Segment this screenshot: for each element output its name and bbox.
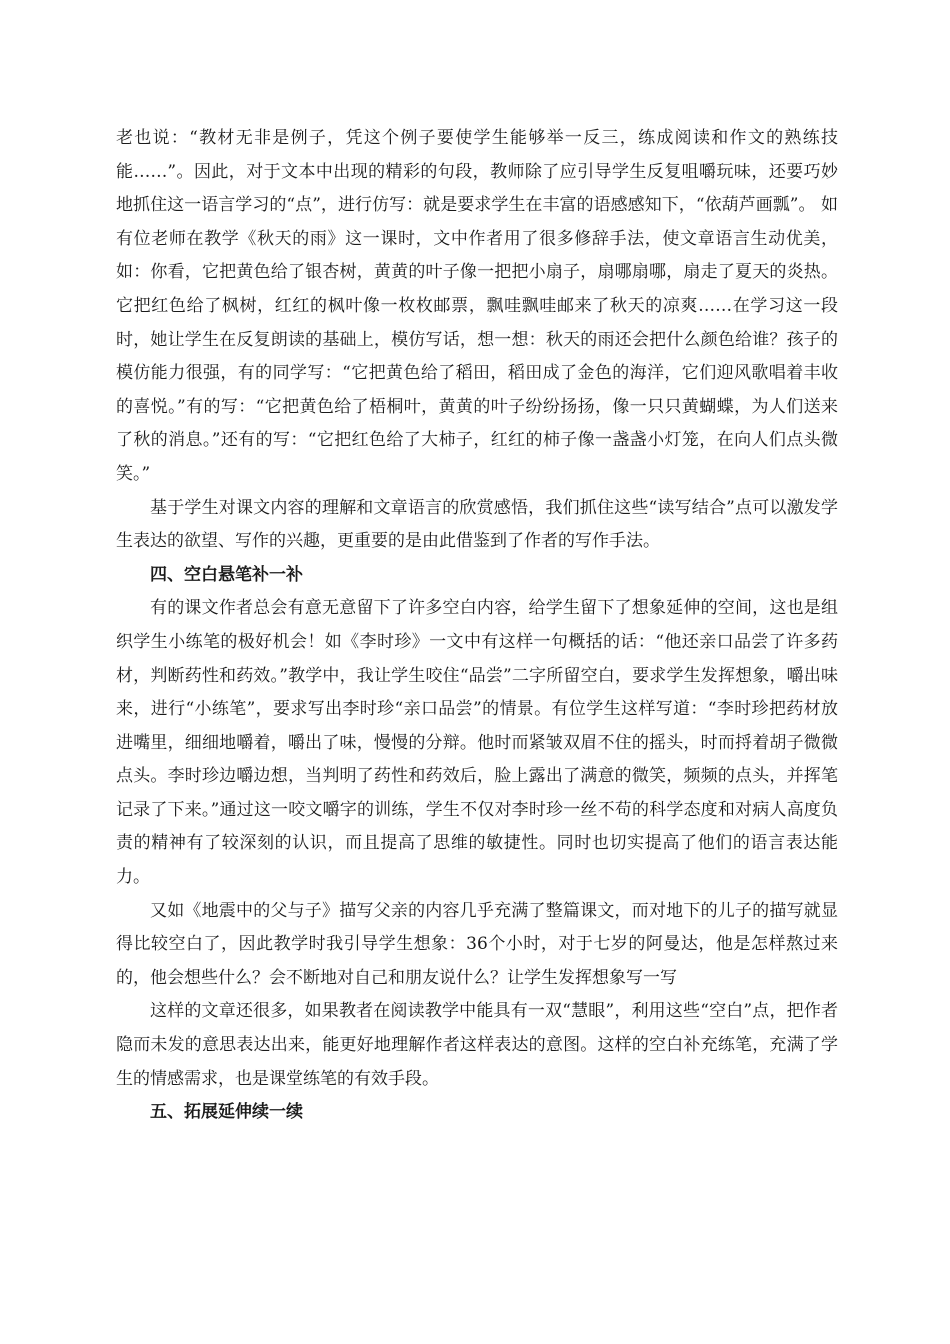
paragraph-li-shizhen: 有的课文作者总会有意无意留下了许多空白内容，给学生留下了想象延伸的空间，这也是组织学生小练笔的极好机会！如《李时珍》一文中有这样一句概括的话：“他还亲口品尝了许多药材，判断药性和药效。”教学中，我让学生咬住“品尝”二字所留空白，要求学生发挥想象，嚼出味来，进行“小练笔”，要求写出李时珍“亲口品尝”的情景。有位学生这样写道：“李时珍把药材放进嘴里，细细地嚼着，嚼出了味，慢慢的分辩。他时而紧皱双眉不住的摇头，时而捋着胡子微微点头。李时珍边嚼边想，当判明了药性和药效后，脸上露出了满意的微笑，频频的点头，并挥笔记录了下来。”通过这一咬文嚼字的训练，学生不仅对李时珍一丝不苟的科学态度和对病人高度负责的精神有了较深刻的认识，而且提高了思维的敏捷性。同时也切实提高了他们的语言表达能力。 <box>116 598 838 888</box>
section-heading-5: 五、拓展延伸续一续 <box>150 1102 303 1123</box>
document-body <box>116 122 838 1130</box>
paragraph-summary: 基于学生对课文内容的理解和文章语言的欣赏感悟，我们抓住这些“读写结合”点可以激发学生表达的欲望、写作的兴趣，更重要的是由此借鉴到了作者的写作手法。 <box>116 497 838 552</box>
paragraph-blank-filling: 这样的文章还很多，如果教者在阅读教学中能具有一双“慧眼”，利用这些“空白”点，把作者隐而未发的意思表达出来，能更好地理解作者这样表达的意图。这样的空白补充练笔，充满了学生的情感需求，也是课堂练笔的有效手段。 <box>116 1001 838 1089</box>
paragraph-reading-writing-imitation: 老也说：“教材无非是例子，凭这个例子要使学生能够举一反三，练成阅读和作文的熟练技能……”。因此，对于文本中出现的精彩的句段，教师除了应引导学生反复咀嚼玩味，还要巧妙地抓住这一语言学习的“点”，进行仿写：就是要求学生在丰富的语感感知下，“依葫芦画瓢”。 如有位老师在教学《秋天的雨》这一课时，文中作者用了很多修辞手法，使文章语言生动优美，如：你看，它把黄色给了银杏树，黄黄的叶子像一把把小扇子，扇哪扇哪，扇走了夏天的炎热。它把红色给了枫树，红红的枫叶像一枚枚邮票，飘哇飘哇邮来了秋天的凉爽……在学习这一段时，她让学生在反复朗读的基础上，模仿写话，想一想：秋天的雨还会把什么颜色给谁？孩子的模仿能力很强，有的同学写：“它把黄色给了稻田，稻田成了金色的海洋，它们迎风歌唱着丰收的喜悦。”有的写：“它把黄色给了梧桐叶，黄黄的叶子纷纷扬扬，像一只只黄蝴蝶，为人们送来了秋的消息。”还有的写：“它把红色给了大柿子，红红的柿子像一盏盏小灯笼，在向人们点头微笑。” <box>116 128 838 484</box>
section-heading-4: 四、空白悬笔补一补 <box>150 564 303 585</box>
paragraph-earthquake: 又如《地震中的父与子》描写父亲的内容几乎充满了整篇课文，而对地下的儿子的描写就显得比较空白了，因此教学时我引导学生想象：36个小时，对于七岁的阿曼达，他是怎样熬过来的，他会想些什么？会不断地对自己和朋友说什么？让学生发挥想象写一写 <box>116 900 838 988</box>
